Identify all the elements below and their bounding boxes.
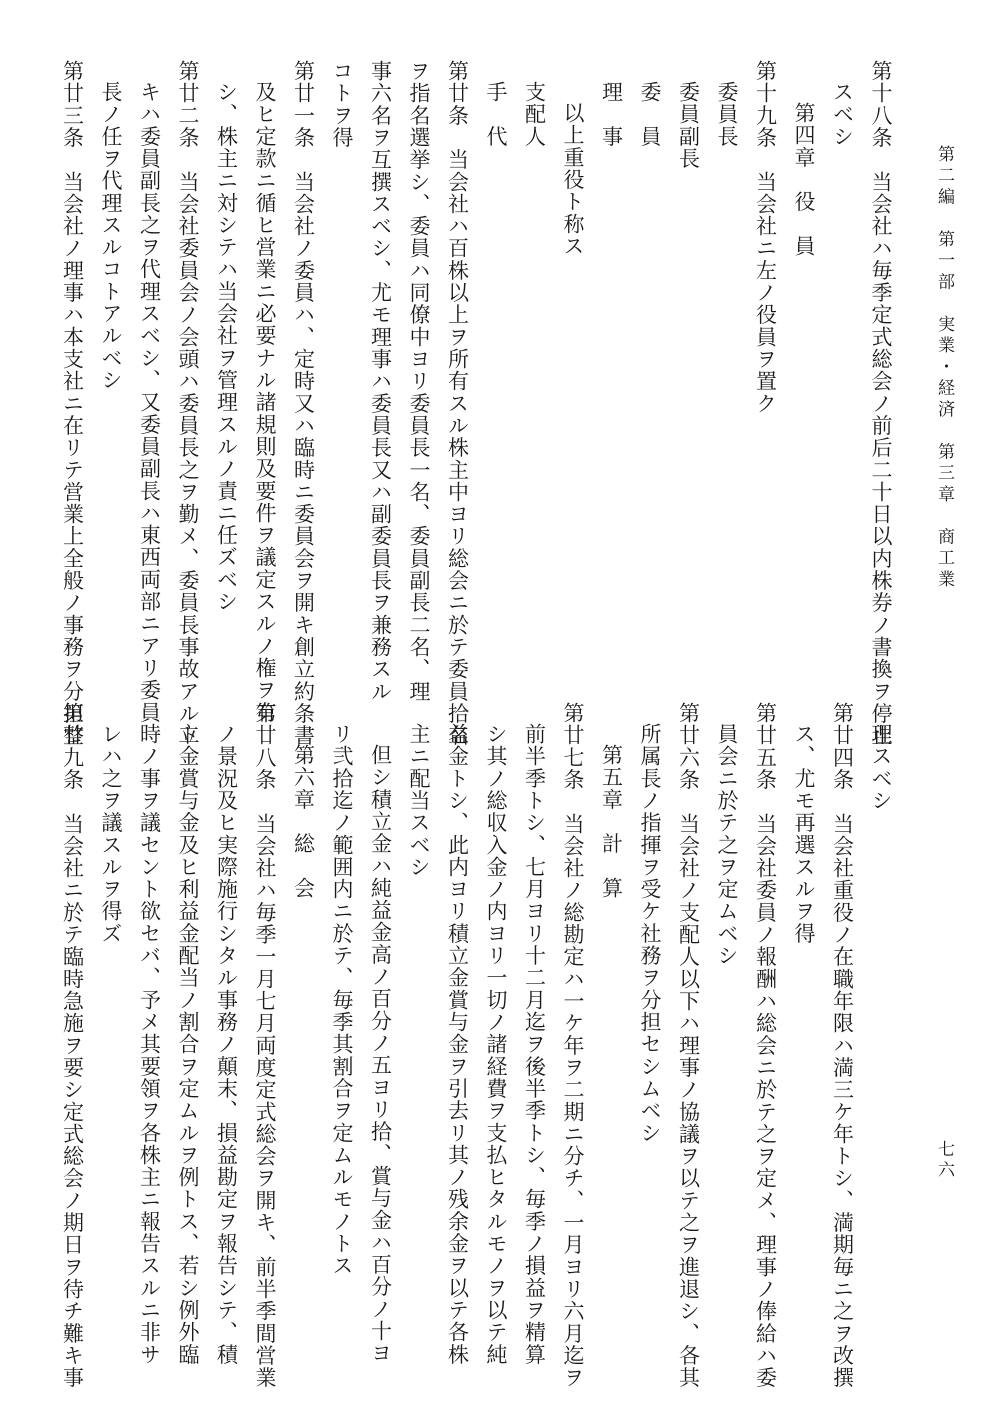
text-column: 第四章 役 員 [792, 102, 816, 258]
text-column: 第六章 総 会 [291, 744, 316, 900]
text-column: 委 員 [638, 81, 662, 148]
text-column: レハ之ヲ議スルヲ得ズ [99, 723, 123, 945]
text-column: 長ノ任ヲ代理スルコトアルベシ [99, 81, 123, 392]
text-column: 第廿七条 当会社ノ総勘定ハ一ケ年ヲ二期ニ分チ、一月ヨリ六月迄ヲ [561, 702, 585, 1389]
text-column: 理 事 [599, 81, 624, 148]
text-column: 第廿六条 当会社ノ支配人以下ハ理事ノ協議ヲ以テ之ヲ進退シ、各其 [676, 702, 701, 1389]
text-column: 第五章 計 算 [599, 744, 624, 900]
text-column: 時ノ事ヲ議セント欲セバ、予メ其要領ヲ各株主ニ報告スルニ非サ [137, 723, 162, 1366]
text-column: 手 代 [484, 81, 508, 148]
text-column: キハ委員副長之ヲ代理スベシ、又委員副長ハ東西両部ニアリ委員 [137, 81, 162, 724]
text-column: シ、株主ニ対シテハ当会社ヲ管理スルノ責ニ任ズベシ [214, 81, 239, 613]
text-column: 支配人 [522, 81, 547, 148]
text-column: 第十八条 当会社ハ毎季定式総会ノ前后二十日以内株券ノ書換ヲ停止 [869, 60, 893, 747]
text-column: 所属長ノ指揮ヲ受ケ社務ヲ分担セシムベシ [638, 723, 662, 1144]
text-column: 益金トシ、此内ヨリ積立金賞与金ヲ引去リ其ノ残余金ヲ以テ各株 [445, 723, 470, 1366]
running-header: 第二編 第一部 実業・経済 第三章 商工業 [934, 145, 954, 592]
text-column: 第廿五条 当会社委員ノ報酬ハ総会ニ於テ之ヲ定メ、理事ノ俸給ハ委 [753, 702, 778, 1389]
text-column: ヲ指名選挙シ、委員ハ同僚中ヨリ委員長一名、委員副長二名、理 [407, 60, 431, 703]
lower-text-block [60, 702, 900, 1389]
page-number: 七六 [934, 1140, 954, 1181]
text-column: 員会ニ於テ之ヲ定ムベシ [715, 723, 739, 967]
text-column: 第廿三条 当会社ノ理事ハ本支社ニ在リテ営業上全般ノ事務ヲ分担整 [60, 60, 85, 747]
text-column: 但シ積立金ハ純益金高ノ百分ノ五ヨリ拾、賞与金ハ百分ノ十ヨ [368, 744, 393, 1365]
text-column: 第廿九条 当会社ニ於テ臨時急施ヲ要シ定式総会ノ期日ヲ待チ難キ事 [60, 702, 85, 1389]
text-column: 第十九条 当会社ニ左ノ役員ヲ置ク [753, 60, 778, 415]
upper-text-block [60, 60, 900, 747]
text-column: 第廿八条 当会社ハ毎季一月七月両度定式総会ヲ開キ、前半季間営業 [253, 702, 277, 1389]
text-column: 事六名ヲ互撰スベシ、尤モ理事ハ委員長又ハ副委員長ヲ兼務スル [368, 60, 393, 703]
text-column: 及ヒ定款ニ循ヒ営業ニ必要ナル諸規則及要件ヲ議定スルノ権ヲ有 [253, 81, 277, 724]
text-column: 第廿二条 当会社委員会ノ会頭ハ委員長之ヲ勤メ、委員長事故アルト [176, 60, 200, 747]
text-column: ス、尤モ再選スルヲ得 [792, 723, 816, 945]
text-column: 委員長 [715, 81, 739, 148]
text-column: 委員副長 [676, 81, 701, 170]
text-column: シ其ノ総収入金ノ内ヨリ一切ノ諸経費ヲ支払ヒタルモノヲ以テ純 [484, 723, 508, 1366]
text-column: 前半季トシ、七月ヨリ十二月迄ヲ後半季トシ、毎季ノ損益ヲ精算 [522, 723, 547, 1366]
text-column: 主ニ配当スベシ [407, 723, 431, 879]
text-column: 第廿四条 当会社重役ノ在職年限ハ満三ケ年トシ、満期毎ニ之ヲ改撰 [830, 702, 855, 1389]
text-column: コトヲ得 [330, 60, 354, 149]
text-column: スベシ [830, 81, 855, 148]
text-column: 以上重役ト称ス [561, 102, 585, 258]
text-column: 立金賞与金及ヒ利益金配当ノ割合ヲ定ムルヲ例トス、若シ例外臨 [176, 723, 200, 1366]
text-column: 第廿一条 当会社ノ委員ハ、定時又ハ臨時ニ委員会ヲ開キ創立約条書 [291, 60, 316, 747]
text-column: 理スベシ [869, 723, 893, 812]
text-column: 第廿条 当会社ハ百株以上ヲ所有スル株主中ヨリ総会ニ於テ委員拾名 [445, 60, 470, 747]
text-column: リ弐拾迄ノ範囲内ニ於テ、毎季其割合ヲ定ムルモノトス [330, 723, 354, 1277]
text-column: ノ景況及ヒ実際施行シタル事務ノ顛末、損益勘定ヲ報告シテ、積 [214, 723, 239, 1366]
